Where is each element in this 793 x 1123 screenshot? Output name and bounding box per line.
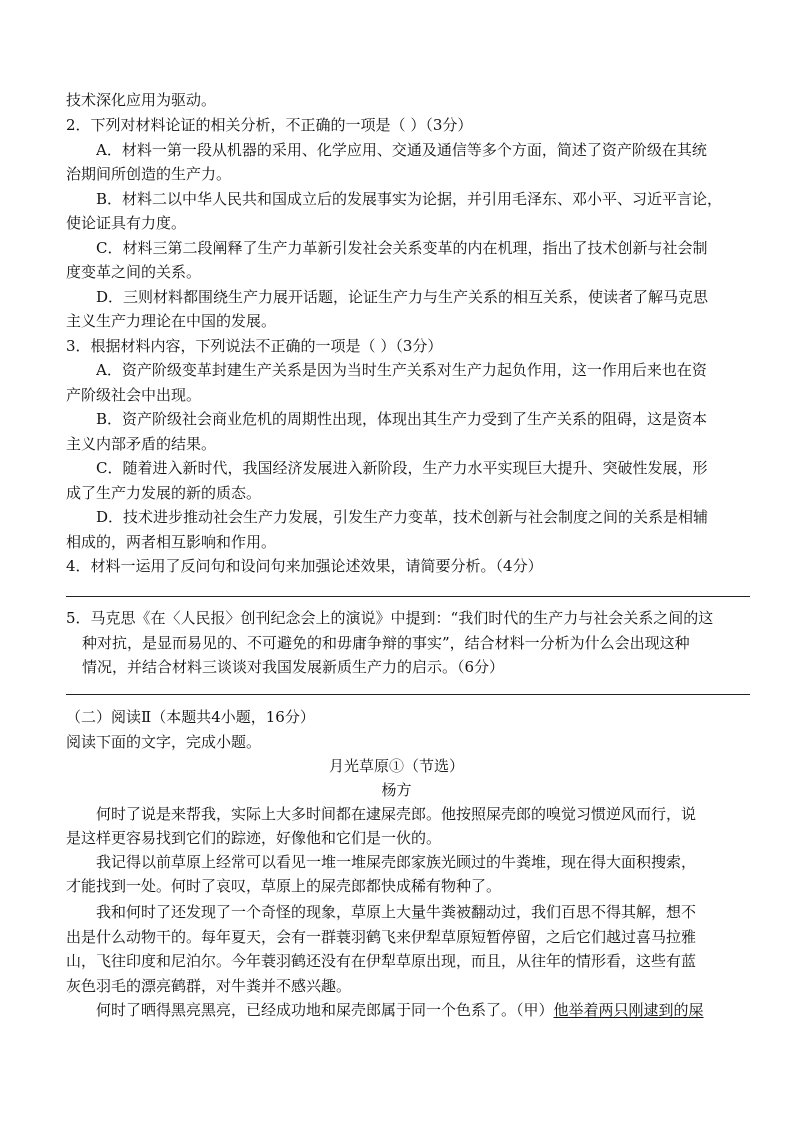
passage-line: 我记得以前草原上经常可以看见一堆一堆屎壳郎家族光顾过的牛粪堆，现在得大面积搜索， [96,853,697,871]
option-b-line: B．材料二以中华人民共和国成立后的发展事实为论据，并引用毛泽东、邓小平、习近平言论， [96,190,723,208]
passage-line: 灰色羽毛的漂亮鹤群，对牛粪并不感兴趣。 [66,977,352,995]
answer-line [66,694,750,695]
option-d-line: 主义生产力理论在中国的发展。 [66,312,277,330]
passage-line: 才能找到一处。何时了哀叹，草原上的屎壳郎都快成稀有物种了。 [66,877,502,895]
option-c-line: C．材料三第二段阐释了生产力革新引发社会关系变革的内在机理，指出了技术创新与社会制 [96,239,708,257]
option-d-line: 相成的，两者相互影响和作用。 [66,533,277,551]
passage-line [96,1001,752,1019]
section-heading: （二）阅读Ⅱ（本题共4小题，16分） [66,708,315,726]
option-a-line: A．资产阶级变革封建生产关系是因为当时生产关系对生产力起负作用，这一作用后来也在资 [96,361,707,379]
option-b-line: B．资产阶级社会商业危机的周期性出现，体现出其生产力受到了生产关系的阻碍，这是资本 [96,410,708,428]
passage-line: 出是什么动物干的。每年夏天，会有一群蓑羽鹤飞来伊犁草原短暂停留，之后它们越过喜马拉雅 [66,928,697,946]
answer-line [66,596,750,597]
underlined-sentence: 他举着两只刚逮到的屎 [553,1001,704,1019]
passage-line: 山，飞往印度和尼泊尔。今年蓑羽鹤还没有在伊犁草原出现，而且，从往年的情形看，这些有蓝 [66,952,697,970]
text-line: 技术深化应用为驱动。 [66,91,217,109]
option-a-line: 治期间所创造的生产力。 [66,165,232,183]
option-b-line: 使论证具有力度。 [66,214,187,232]
question-3: 3．根据材料内容，下列说法不正确的一项是（ ）（3分） [66,337,443,355]
option-b-line: 主义内部矛盾的结果。 [66,435,217,453]
option-d-line: D．三则材料都围绕生产力展开话题，论证生产力与生产关系的相互关系，使读者了解马克思 [96,288,709,306]
option-c-line: 成了生产力发展的新的质态。 [66,484,262,502]
option-c-line: C．随着进入新时代，我国经济发展进入新阶段，生产力水平实现巨大提升、突破性发展，形 [96,459,708,477]
passage-line: 是这样更容易找到它们的踪迹，好像他和它们是一伙的。 [66,829,442,847]
passage-title: 月光草原①（节选） [328,757,464,775]
option-a-line: A．材料一第一段从机器的采用、化学应用、交通及通信等多个方面，简述了资产阶级在其统 [96,141,707,159]
passage-line: 何时了说是来帮我，实际上大多时间都在逮屎壳郎。他按照屎壳郎的嗅觉习惯逆风而行，说 [96,805,697,823]
question-5: 5．马克思《在〈人民报〉创刊纪念会上的演说》中提到：“我们时代的生产力与社会关系之间的这 [66,609,714,627]
option-d-line: D．技术进步推动社会生产力发展，引发生产力变革，技术创新与社会制度之间的关系是相辅 [96,508,709,526]
question-2: 2．下列对材料论证的相关分析，不正确的一项是（ ）（3分） [66,116,473,134]
passage-author: 杨方 [381,781,412,799]
question-4: 4．材料一运用了反问句和设问句来加强论述效果，请简要分析。（4分） [66,557,543,575]
option-c-line: 度变革之间的关系。 [66,263,202,281]
question-5-line: 情况，并结合材料三谈谈对我国发展新质生产力的启示。（6分） [82,658,505,676]
passage-text: 何时了晒得黑亮黑亮，已经成功地和屎壳郎属于同一个色系了。（甲） [96,1001,554,1019]
question-5-line: 种对抗，是显而易见的、不可避免的和毋庸争辩的事实”，结合材料一分析为什么会出现这种 [82,634,690,652]
instruction: 阅读下面的文字，完成小题。 [66,733,262,751]
option-a-line: 产阶级社会中出现。 [66,386,202,404]
passage-line: 我和何时了还发现了一个奇怪的现象，草原上大量牛粪被翻动过，我们百思不得其解，想不 [96,903,697,921]
